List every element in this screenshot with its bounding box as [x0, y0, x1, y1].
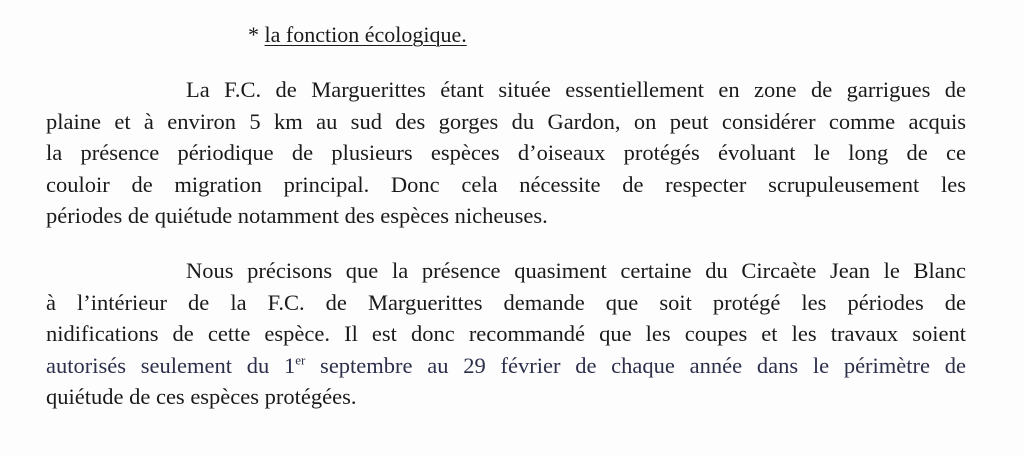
section-heading	[248, 22, 467, 48]
paragraph-line: quiétude de ces espèces protégées.	[46, 384, 357, 409]
paragraph-ecology-birds	[46, 74, 966, 232]
paragraph-line: plaine et à environ 5 km au sud des gorges du Gardon, on peut considérer comme acquis	[46, 108, 966, 134]
line-text: La F.C. de Marguerittes étant située essentiellement en zone de garrigues de	[186, 77, 966, 102]
ordinal-superscript: er	[295, 352, 306, 367]
line-text: Nous précisons que la présence quasiment certaine du Circaète Jean le Blanc	[186, 258, 966, 283]
paragraph-line	[46, 74, 966, 106]
heading-bullet: *	[248, 22, 259, 47]
paragraph-line: la présence périodique de plusieurs espèces d’oiseaux protégés évoluant le long de ce	[46, 140, 966, 165]
paragraph-line	[46, 350, 966, 382]
paragraph-line: périodes de quiétude notamment des espèces nicheuses.	[46, 203, 548, 228]
paragraph-line: nidifications de cette espèce. Il est donc recommandé que les coupes et les travaux soient	[46, 321, 966, 346]
heading-title: la fonction écologique.	[264, 22, 467, 47]
paragraph-line: à l’intérieur de la F.C. de Marguerittes demande que soit protégé les périodes de	[46, 289, 966, 315]
paragraph-line: couloir de migration principal. Donc cela nécessite de respecter scrupuleusement les	[46, 171, 966, 197]
line-text: septembre au 29 février de chaque année dans le périmètre de	[305, 352, 966, 378]
line-text: autorisés seulement du 1	[46, 352, 296, 378]
paragraph-circaete-nesting	[46, 255, 966, 413]
paragraph-line	[46, 255, 966, 287]
